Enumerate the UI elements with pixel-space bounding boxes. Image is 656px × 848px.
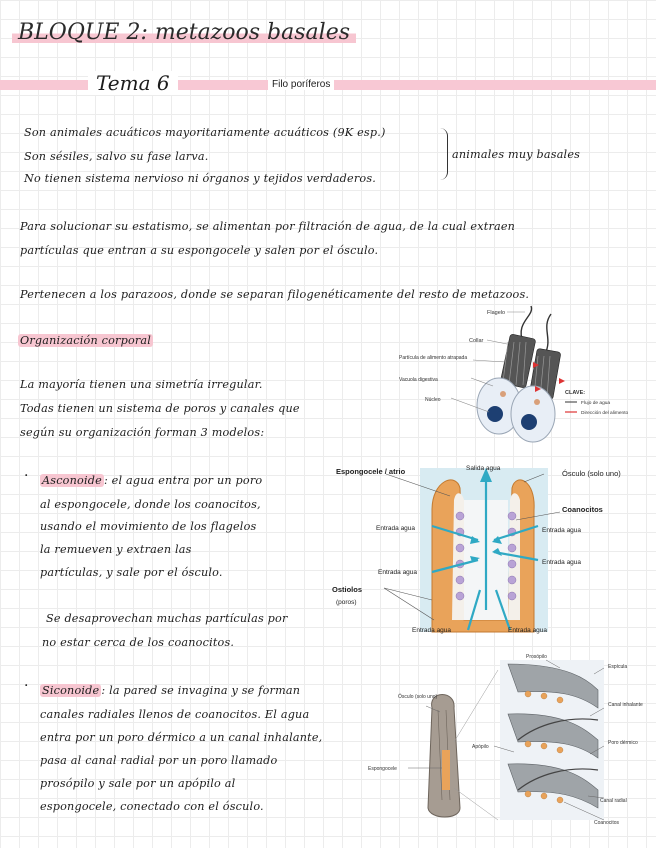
choanocyte-figure — [395, 302, 635, 450]
label-espiculas: Espícula — [608, 664, 628, 670]
label-ostiolos: Ostiolos — [332, 585, 363, 594]
bullet-dot: · — [24, 468, 29, 484]
siconoide-line-5: prosópilo y sale por un apópilo al — [40, 777, 236, 790]
section-heading: Organización corporal — [20, 334, 152, 347]
label-poro-dermico: Poro dérmico — [608, 740, 638, 746]
brace — [440, 128, 448, 180]
subtitle: Filo poríferos — [268, 79, 334, 90]
label-poros: (poros) — [336, 599, 357, 606]
asconoide-line-5: partículas, y sale por el ósculo. — [40, 566, 223, 579]
label-collar: Collar — [469, 338, 484, 344]
siconoide-line-4: pasa al canal radial por un poro llamado — [40, 754, 278, 767]
siconoide-line-2: canales radiales llenos de coanocitos. El agua — [40, 708, 310, 721]
label-osculo: Ósculo (solo uno) — [398, 694, 438, 700]
label-espongocele: Espongocele — [368, 766, 397, 772]
label-prosopilo: Prosópilo — [526, 654, 547, 660]
paragraph1-line-1: Para solucionar su estatismo, se alimentan por filtración de agua, de la cual extraen — [20, 220, 516, 233]
intro-line-2: Son sésiles, salvo su fase larva. — [24, 150, 209, 163]
label-direccion: Dirección del alimento — [581, 411, 629, 416]
siconoide-line-3: entra por un poro dérmico a un canal inhalante, — [40, 731, 323, 744]
label-particula: Partícula de alimento atrapada — [399, 355, 468, 361]
bracket-note: animales muy basales — [452, 148, 581, 161]
paragraph2: Pertenecen a los parazoos, donde se separan filogenéticamente del resto de metazoos. — [20, 288, 530, 301]
asconoide-term: Asconoide — [42, 474, 102, 487]
bullet-dot: · — [24, 678, 29, 694]
section-line-3: según su organización forman 3 modelos: — [20, 426, 265, 439]
asconoide-note-1: Se desaprovechan muchas partículas por — [46, 612, 288, 625]
label-flujo: Flujo de agua — [581, 401, 611, 406]
siconoide-term: Siconoide — [42, 684, 100, 697]
label-coanocitos: Coanocitos — [594, 820, 620, 826]
label-entrada-3: Entrada agua — [542, 559, 582, 566]
label-vacuola: Vacuola digestiva — [399, 377, 438, 383]
label-flagelo: Flagelo — [487, 310, 506, 316]
asconoide-line-1: Asconoide : el agua entra por un poro — [42, 474, 263, 487]
label-salida: Salida agua — [466, 465, 501, 472]
asconoide-line-3: usando el movimiento de los flagelos — [40, 520, 257, 533]
siconoide-line-1: Siconoide : la pared se invagina y se forman — [42, 684, 301, 697]
syconoid-figure — [368, 650, 648, 826]
label-apopilo: Apópilo — [472, 744, 489, 750]
siconoide-line-6: espongocele, conectado con el ósculo. — [40, 800, 264, 813]
asconoide-note-2: no estar cerca de los coanocitos. — [42, 636, 235, 649]
page-title: BLOQUE 2: metazoos basales — [12, 20, 356, 45]
intro-line-1: Son animales acuáticos mayoritariamente acuáticos (9K esp.) — [24, 126, 386, 139]
label-clave: CLAVE: — [565, 390, 586, 396]
label-entrada-5: Entrada agua — [412, 627, 452, 634]
label-entrada-2: Entrada agua — [542, 527, 582, 534]
asconoide-line-4: la remueven y extraen las — [40, 543, 192, 556]
label-coanocitos: Coanocitos — [562, 505, 603, 514]
label-entrada-4: Entrada agua — [378, 569, 418, 576]
label-entrada-1: Entrada agua — [376, 525, 416, 532]
label-canal-inhalante: Canal inhalante — [608, 702, 643, 708]
intro-line-3: No tienen sistema nervioso ni órganos y tejidos verdaderos. — [24, 172, 377, 185]
asconoide-line-2: al espongocele, donde los coanocitos, — [40, 498, 261, 511]
label-osculo: Ósculo (solo uno) — [562, 469, 621, 478]
label-entrada-6: Entrada agua — [508, 627, 548, 634]
asconoid-figure — [328, 460, 646, 636]
section-line-1: La mayoría tienen una simetría irregular. — [20, 378, 263, 391]
tema-label: Tema 6 — [88, 71, 178, 95]
label-canal-radial: Canal radial — [600, 798, 627, 804]
section-line-2: Todas tienen un sistema de poros y canales que — [20, 402, 300, 415]
label-espongocele: Espongocele / atrio — [336, 467, 406, 476]
paragraph1-line-2: partículas que entran a su espongocele y salen por el ósculo. — [20, 244, 379, 257]
label-nucleo: Núcleo — [425, 397, 441, 403]
